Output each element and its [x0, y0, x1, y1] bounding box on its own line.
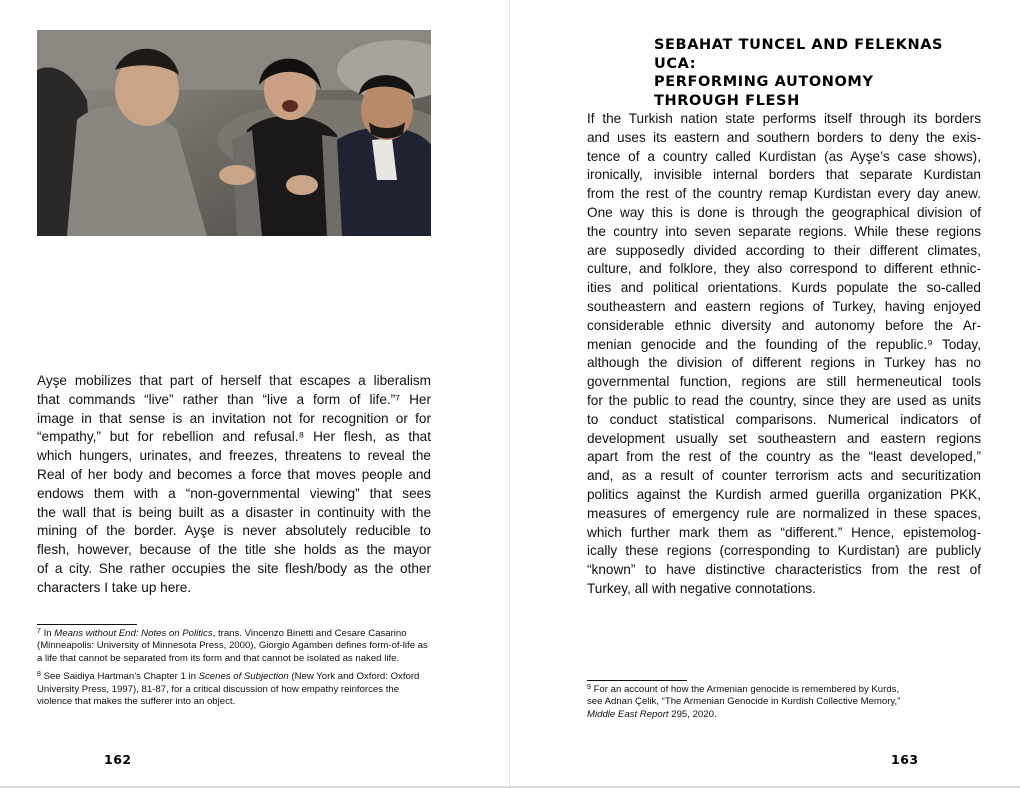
text-line: One way this is done is through the geographical division of: [587, 204, 981, 220]
text-line: image in that sense is an invitation not for recognition or for: [37, 410, 431, 426]
text-line: and uses its eastern and southern borders to deny the exis-: [587, 129, 981, 145]
text-line: politics against the Kurdish armed guerilla organization PKK,: [587, 486, 981, 502]
page-number-left: 162: [104, 752, 132, 767]
text-line: which further mark them as “different.” Hence, epistemolog-: [587, 524, 981, 540]
footnotes-left: [37, 628, 431, 708]
text-line: which hungers, urinates, and freezes, threatens to reveal the: [37, 448, 431, 464]
footnote-number: 9: [587, 684, 591, 691]
left-page-body-text: [37, 372, 431, 598]
heading-line: THROUGH FLESH: [654, 92, 800, 109]
text-line: mining of the border. Ayşe is never absolutely reducible to: [37, 523, 431, 539]
text-line: measures of emergency rule are normalized in these spaces,: [587, 505, 981, 521]
footnotes-right: [587, 684, 981, 721]
text-line-last: Turkey, all with negative connotations.: [587, 580, 816, 596]
footnote-8: [37, 671, 431, 708]
text-line: southeastern and eastern regions of Turkey, having enjoyed: [587, 298, 981, 314]
text-line: ically these regions (corresponding to Kurdistan) are publicly: [587, 543, 981, 559]
text-line: to conduct statistical comparisons. Numerical indicators of: [587, 411, 981, 427]
footnote-text: For an account of how the Armenian genocide is remembered by Kurds,: [590, 684, 900, 695]
text-line: flesh, however, because of the title she holds as the mayor: [37, 542, 431, 558]
footnote-text: (New York and Oxford: Oxford University Press, 1997), 81-87, for a critical discussion of how empathy reinforces the violence that makes the sufferer into an object.: [37, 671, 420, 708]
text-line: from the rest of the country remap Kurdistan every day anew.: [587, 186, 981, 202]
heading-line: SEBAHAT TUNCEL AND FELEKNAS UCA:: [654, 37, 944, 72]
text-line: apart from the rest of the country as the “least developed,”: [587, 449, 981, 465]
text-line: and, as a result of counter terrorism acts and securitization: [587, 468, 981, 484]
footnote-text: 295, 2020.: [668, 708, 717, 720]
footnote-number: 8: [37, 671, 41, 679]
text-line: menian genocide and the founding of the republic.⁹ Today,: [587, 336, 981, 352]
text-line: are supposedly divided according to their different climates,: [587, 242, 981, 258]
text-line: If the Turkish nation state performs itself through its borders: [587, 111, 981, 126]
text-line: development usually set southeastern and eastern regions: [587, 430, 981, 446]
text-line: “known” to have distinctive characteristics from the rest of: [587, 562, 981, 578]
footnote-text: See Saidiya Hartman’s Chapter 1 in: [40, 671, 199, 683]
text-line: the wall that is being built as a disaster in continuity with the: [37, 504, 431, 520]
footnote-text: , trans. Vincenzo Binetti and Cesare Casarino (Minneapolis: University of Minnesota Press, 2000), Giorgio Agamben defines form-of-life as a life that cannot be separated from its form and that cannot be isolated as naked life.: [37, 628, 428, 664]
text-line: ities and political orientations. Kurds populate the so-called: [587, 280, 981, 296]
text-line: tence of a country called Kurdistan (as Ayşe’s case shows),: [587, 148, 981, 164]
footnote-title: Means without End: Notes on Politics: [54, 628, 213, 639]
text-line-last: characters I take up here.: [37, 579, 192, 595]
text-line: governmental function, regions are still hermeneutical tools: [587, 374, 981, 390]
footnote-title: Scenes of Subjection: [198, 671, 289, 683]
footnote-text: In: [40, 628, 55, 639]
footnote-number: 7: [37, 628, 41, 635]
text-line: endows them with a “non-governmental viewing” that sees: [37, 485, 431, 501]
footnote-rule: [587, 680, 687, 681]
text-line: that commands “live” rather than “live a form of life.”⁷ Her: [37, 391, 431, 407]
text-line: for the public to read the country, since they are used as units: [587, 392, 981, 408]
heading-line: PERFORMING AUTONOMY: [654, 74, 874, 90]
right-page-body-text: [587, 110, 981, 599]
text-line: the country into seven separate regions. While these regions: [587, 223, 981, 239]
footnote-title: Middle East Report: [587, 708, 669, 720]
section-heading: [654, 36, 984, 110]
text-line: considerable ethnic diversity and autonomy before the Ar-: [587, 317, 981, 333]
page-number-right: 163: [891, 752, 919, 767]
text-line: “empathy,” but for rebellion and refusal.⁸ Her flesh, as that: [37, 429, 431, 445]
text-line: Ayşe mobilizes that part of herself that escapes a liberalism: [37, 373, 431, 388]
text-line: culture, and folklore, they also correspond to different ethnic-: [587, 261, 981, 277]
text-line: Real of her body and becomes a force that moves people and: [37, 466, 431, 482]
footnote-rule: [37, 624, 137, 625]
page-gutter: [509, 0, 510, 788]
text-line: of a city. She rather occupies the site flesh/body as the other: [37, 560, 431, 576]
news-photo: [37, 30, 431, 236]
footnote-9: [587, 684, 981, 721]
text-line: although the division of different regions in Turkey has no: [587, 355, 981, 371]
footnote-7: [37, 628, 431, 665]
footnote-text: see Adnan Çelik, “The Armenian Genocide in Kurdish Collective Memory,”: [587, 696, 901, 708]
text-line: ironically, invisible internal borders that separate Kurdistan: [587, 167, 981, 183]
